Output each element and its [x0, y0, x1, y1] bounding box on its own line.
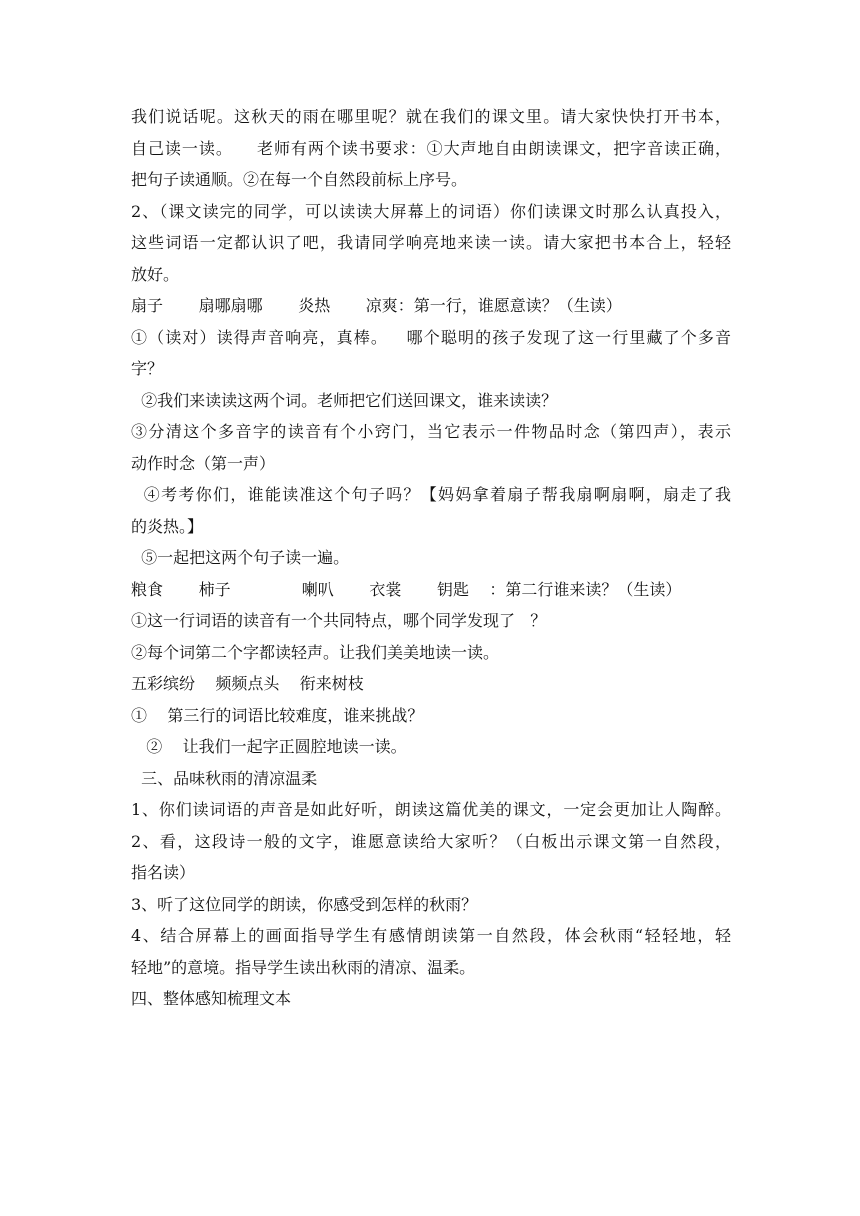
text-line: 五彩缤纷 频频点头 衔来树枝: [131, 674, 364, 693]
text-line: 2、看，这段诗一般的文字，谁愿意读给大家听？（白板出示课文第一自然段，: [131, 831, 731, 851]
text-line: ④考考你们，谁能读准这个句子吗？【妈妈拿着扇子帮我扇啊扇啊，扇走了我: [131, 485, 731, 504]
text-line: 四、整体感知梳理文本: [131, 989, 292, 1008]
text-line: ① 第三行的词语比较难度，谁来挑战？: [131, 705, 424, 725]
text-line: ②每个词第二个字都读轻声。让我们美美地读一读。: [131, 642, 500, 662]
text-line: 轻地”的意境。指导学生读出秋雨的清凉、温柔。: [131, 957, 476, 977]
text-line: 1、你们读词语的声音是如此好听，朗读这篇优美的课文，一定会更加让人陶醉。: [131, 800, 731, 819]
text-line: 把句子读通顺。②在每一个自然段前标上序号。: [131, 170, 468, 189]
text-line: ①（读对）读得声音响亮，真棒。 哪个聪明的孩子发现了这一行里藏了个多音: [131, 327, 731, 347]
text-line: ② 让我们一起字正圆腔地读一读。: [131, 737, 407, 756]
text-line: 指名读）: [131, 863, 196, 882]
text-line: ③分清这个多音字的读音有个小窍门，当它表示一件物品时念（第四声），表示: [131, 422, 731, 441]
text-line: 3、听了这位同学的朗读，你感受到怎样的秋雨？: [131, 894, 478, 914]
text-line: 动作时念（第一声）: [131, 453, 276, 473]
text-line: 自己读一读。 老师有两个读书要求：①大声地自由朗读课文，把字音读正确，: [131, 138, 731, 158]
text-line: 粮食 柿子 喇叭 衣裳 钥匙 ：第二行谁来读？（生读）: [131, 579, 682, 599]
text-line: 三、品味秋雨的清凉温柔: [131, 768, 318, 788]
document-body: [131, 101, 731, 1015]
text-line: 扇子 扇哪扇哪 炎热 凉爽：第一行，谁愿意读？（生读）: [131, 296, 622, 315]
text-line: 这些词语一定都认识了吧，我请同学响亮地来读一读。请大家把书本合上，轻轻: [131, 233, 731, 252]
text-line: 放好。: [131, 264, 180, 284]
text-line: ①这一行词语的读音有一个共同特点，哪个同学发现了 ？: [131, 611, 547, 630]
text-line: ⑤一起把这两个句子读一遍。: [131, 548, 350, 567]
text-line: 我们说话呢。这秋天的雨在哪里呢？就在我们的课文里。请大家快快打开书本，: [131, 107, 731, 126]
text-line: 字？: [131, 359, 164, 378]
text-line: 的炎热。】: [131, 516, 204, 536]
text-line: ②我们来读读这两个词。老师把它们送回课文，谁来读读？: [131, 390, 558, 410]
text-line: 2、（课文读完的同学，可以读读大屏幕上的词语）你们读课文时那么认真投入，: [131, 201, 731, 221]
text-line: 4、结合屏幕上的画面指导学生有感情朗读第一自然段，体会秋雨“轻轻地，轻: [131, 926, 731, 945]
